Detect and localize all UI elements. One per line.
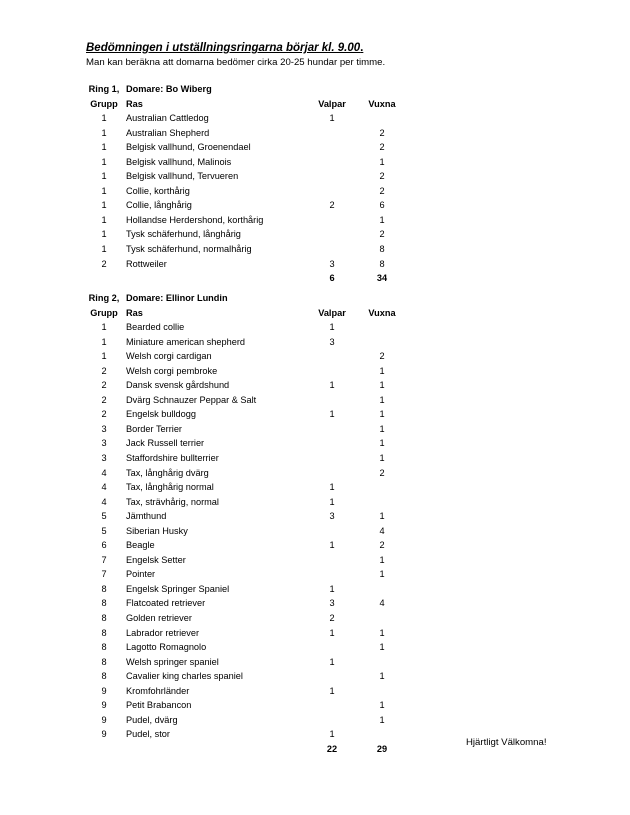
breed-cell: Pudel, dvärg (126, 714, 178, 725)
table-row (0, 436, 630, 450)
table-row (0, 684, 630, 698)
adults-cell: 2 (379, 540, 385, 551)
adults-cell: 4 (379, 525, 385, 536)
group-cell: 1 (101, 171, 107, 182)
group-cell: 8 (101, 613, 107, 623)
table-row (0, 655, 630, 669)
breed-cell: Cavalier king charles spaniel (126, 671, 243, 682)
group-cell: 6 (101, 540, 107, 551)
breed-cell: Tysk schäferhund, långhårig (126, 229, 241, 240)
breed-cell: Flatcoated retriever (126, 598, 206, 609)
puppies-cell: 1 (329, 380, 335, 391)
puppies-cell: 1 (329, 627, 335, 638)
table-row (0, 155, 630, 169)
adults-cell: 1 (379, 671, 385, 682)
adults-cell: 1 (379, 409, 385, 420)
table-row (0, 126, 630, 140)
adults-cell: 1 (379, 423, 385, 434)
puppies-cell: 1 (329, 482, 335, 493)
adults-cell: 8 (379, 258, 385, 269)
breed-cell: Jack Russell terrier (126, 438, 205, 449)
puppies-cell: 1 (329, 656, 335, 667)
puppies-cell: 3 (329, 336, 335, 347)
title-text: Bedömningen i utställningsringarna börjar kl. 9.00 (86, 42, 361, 54)
puppies-cell: 3 (329, 598, 335, 609)
adults-cell: 1 (379, 700, 385, 711)
table-row (0, 480, 630, 494)
breed-cell: Welsh springer spaniel (126, 656, 219, 667)
table-row (0, 698, 630, 712)
table-row (0, 451, 630, 465)
adults-cell: 2 (379, 467, 385, 478)
puppies-cell: 1 (329, 540, 335, 551)
group-cell: 8 (101, 583, 107, 594)
breed-cell: Dansk svensk gårdshund (126, 380, 230, 391)
group-cell: 9 (101, 714, 107, 725)
group-cell: 3 (101, 438, 107, 449)
col-header-puppies: Valpar (318, 307, 346, 318)
group-cell: 1 (101, 243, 107, 254)
ring-2-column-headers (0, 306, 630, 320)
breed-cell: Tax, långhårig normal (126, 482, 214, 493)
ring-1-judge: Domare: Bo Wiberg (126, 84, 212, 94)
adults-cell: 1 (379, 214, 385, 225)
ring-2-judge: Domare: Ellinor Lundin (126, 293, 228, 303)
adults-cell: 1 (379, 156, 385, 167)
group-cell: 7 (101, 554, 107, 565)
table-row (0, 626, 630, 640)
adults-cell: 1 (379, 569, 385, 580)
col-header-breed: Ras (126, 307, 143, 318)
adults-cell: 2 (379, 142, 385, 153)
table-row (0, 553, 630, 567)
group-cell: 5 (101, 511, 107, 522)
breed-cell: Hollandse Herdershond, korthårig (126, 214, 264, 225)
table-row (0, 320, 630, 334)
group-cell: 2 (101, 380, 107, 391)
table-row (0, 640, 630, 654)
breed-cell: Kromfohrländer (126, 685, 190, 696)
adults-cell: 1 (379, 642, 385, 653)
table-row (0, 567, 630, 581)
ring-1-header-row (0, 82, 630, 96)
table-row (0, 349, 630, 363)
group-cell: 2 (101, 394, 107, 405)
breed-cell: Belgisk vallhund, Tervueren (126, 171, 239, 182)
table-row (0, 669, 630, 683)
group-cell: 4 (101, 496, 107, 507)
adults-cell: 1 (379, 627, 385, 638)
title-suffix: . (360, 42, 364, 54)
breed-cell: Labrador retriever (126, 627, 200, 638)
adults-cell: 1 (379, 714, 385, 725)
group-cell: 3 (101, 452, 107, 463)
ring-2-label: Ring 2, (88, 293, 120, 303)
group-cell: 9 (101, 700, 107, 711)
breed-cell: Engelsk bulldogg (126, 409, 196, 420)
table-row (0, 198, 630, 212)
breed-cell: Staffordshire bullterrier (126, 452, 219, 463)
table-row (0, 227, 630, 241)
ring-1-total-puppies: 6 (329, 273, 335, 284)
ring-2-header-row (0, 291, 630, 305)
col-header-breed: Ras (126, 98, 143, 109)
table-row (0, 466, 630, 480)
breed-cell: Welsh corgi cardigan (126, 351, 212, 362)
breed-cell: Pudel, stor (126, 729, 170, 740)
breed-cell: Jämthund (126, 511, 167, 522)
group-cell: 8 (101, 627, 107, 638)
table-row (0, 364, 630, 378)
group-cell: 5 (101, 525, 107, 536)
group-cell: 1 (101, 127, 107, 138)
adults-cell: 8 (379, 243, 385, 254)
ring-1-totals-row (0, 271, 630, 285)
group-cell: 3 (101, 423, 107, 434)
adults-cell: 4 (379, 598, 385, 609)
table-row (0, 257, 630, 271)
breed-cell: Golden retriever (126, 613, 192, 623)
table-row (0, 524, 630, 538)
adults-cell: 1 (379, 394, 385, 405)
group-cell: 2 (101, 365, 107, 376)
breed-cell: Australian Cattledog (126, 113, 209, 123)
adults-cell: 2 (379, 229, 385, 240)
table-row (0, 407, 630, 421)
group-cell: 8 (101, 671, 107, 682)
breed-cell: Lagotto Romagnolo (126, 642, 207, 653)
table-row (0, 596, 630, 610)
breed-cell: Dvärg Schnauzer Peppar & Salt (126, 394, 257, 405)
puppies-cell: 2 (329, 613, 335, 623)
table-row (0, 582, 630, 596)
adults-cell: 2 (379, 185, 385, 196)
col-header-puppies: Valpar (318, 98, 346, 109)
table-row (0, 538, 630, 552)
table-row (0, 611, 630, 625)
adults-cell: 1 (379, 380, 385, 391)
page-title (86, 42, 363, 54)
puppies-cell: 1 (329, 496, 335, 507)
breed-cell: Engelsk Springer Spaniel (126, 583, 230, 594)
adults-cell: 1 (379, 365, 385, 376)
table-row (0, 169, 630, 183)
adults-cell: 1 (379, 438, 385, 449)
group-cell: 7 (101, 569, 107, 580)
table-row (0, 335, 630, 349)
puppies-cell: 1 (329, 583, 335, 594)
ring-1-total-adults: 34 (376, 273, 388, 284)
breed-cell: Tysk schäferhund, normalhårig (126, 243, 252, 254)
breed-cell: Australian Shepherd (126, 127, 210, 138)
breed-cell: Tax, strävhårig, normal (126, 496, 219, 507)
adults-cell: 2 (379, 351, 385, 362)
group-cell: 4 (101, 482, 107, 493)
ring-1-label: Ring 1, (88, 84, 120, 94)
page-subtitle: Man kan beräkna att domarna bedömer cirka 20-25 hundar per timme. (86, 57, 386, 68)
adults-cell: 1 (379, 452, 385, 463)
breed-cell: Collie, korthårig (126, 185, 190, 196)
ring-2-total-adults: 29 (376, 743, 388, 754)
puppies-cell: 1 (329, 729, 335, 740)
breed-cell: Collie, långhårig (126, 200, 192, 211)
puppies-cell: 1 (329, 685, 335, 696)
group-cell: 1 (101, 200, 107, 211)
breed-cell: Border Terrier (126, 423, 182, 434)
group-cell: 2 (101, 258, 107, 269)
adults-cell: 6 (379, 200, 385, 211)
col-header-adults: Vuxna (368, 307, 396, 318)
table-row (0, 140, 630, 154)
group-cell: 1 (101, 351, 107, 362)
group-cell: 1 (101, 156, 107, 167)
breed-cell: Belgisk vallhund, Groenendael (126, 142, 251, 153)
puppies-cell: 2 (329, 200, 335, 211)
breed-cell: Pointer (126, 569, 156, 580)
group-cell: 1 (101, 214, 107, 225)
table-row (0, 184, 630, 198)
group-cell: 1 (101, 322, 107, 332)
col-header-adults: Vuxna (368, 98, 396, 109)
breed-cell: Beagle (126, 540, 155, 551)
breed-cell: Rottweiler (126, 258, 167, 269)
table-row (0, 111, 630, 125)
group-cell: 8 (101, 656, 107, 667)
welcome-text: Hjärtligt Välkomna! (466, 737, 547, 748)
adults-cell: 2 (379, 171, 385, 182)
puppies-cell: 3 (329, 258, 335, 269)
puppies-cell: 3 (329, 511, 335, 522)
breed-cell: Siberian Husky (126, 525, 188, 536)
table-row (0, 378, 630, 392)
group-cell: 1 (101, 229, 107, 240)
adults-cell: 2 (379, 127, 385, 138)
breed-cell: Miniature american shepherd (126, 336, 245, 347)
adults-cell: 1 (379, 511, 385, 522)
breed-cell: Tax, långhårig dvärg (126, 467, 209, 478)
table-row (0, 213, 630, 227)
table-row (0, 495, 630, 509)
group-cell: 8 (101, 642, 107, 653)
breed-cell: Bearded collie (126, 322, 185, 332)
group-cell: 8 (101, 598, 107, 609)
col-header-group: Grupp (90, 98, 118, 109)
table-row (0, 393, 630, 407)
breed-cell: Belgisk vallhund, Malinois (126, 156, 232, 167)
puppies-cell: 1 (329, 322, 335, 332)
group-cell: 9 (101, 685, 107, 696)
table-row (0, 242, 630, 256)
group-cell: 1 (101, 113, 107, 123)
table-row (0, 509, 630, 523)
group-cell: 9 (101, 729, 107, 740)
ring-1-column-headers (0, 97, 630, 111)
breed-cell: Engelsk Setter (126, 554, 186, 565)
group-cell: 2 (101, 409, 107, 420)
breed-cell: Petit Brabancon (126, 700, 192, 711)
ring-2-total-puppies: 22 (326, 743, 338, 754)
group-cell: 4 (101, 467, 107, 478)
group-cell: 1 (101, 185, 107, 196)
puppies-cell: 1 (329, 113, 335, 123)
group-cell: 1 (101, 142, 107, 153)
table-row (0, 422, 630, 436)
breed-cell: Welsh corgi pembroke (126, 365, 218, 376)
group-cell: 1 (101, 336, 107, 347)
adults-cell: 1 (379, 554, 385, 565)
col-header-group: Grupp (90, 307, 118, 318)
puppies-cell: 1 (329, 409, 335, 420)
table-row (0, 713, 630, 727)
